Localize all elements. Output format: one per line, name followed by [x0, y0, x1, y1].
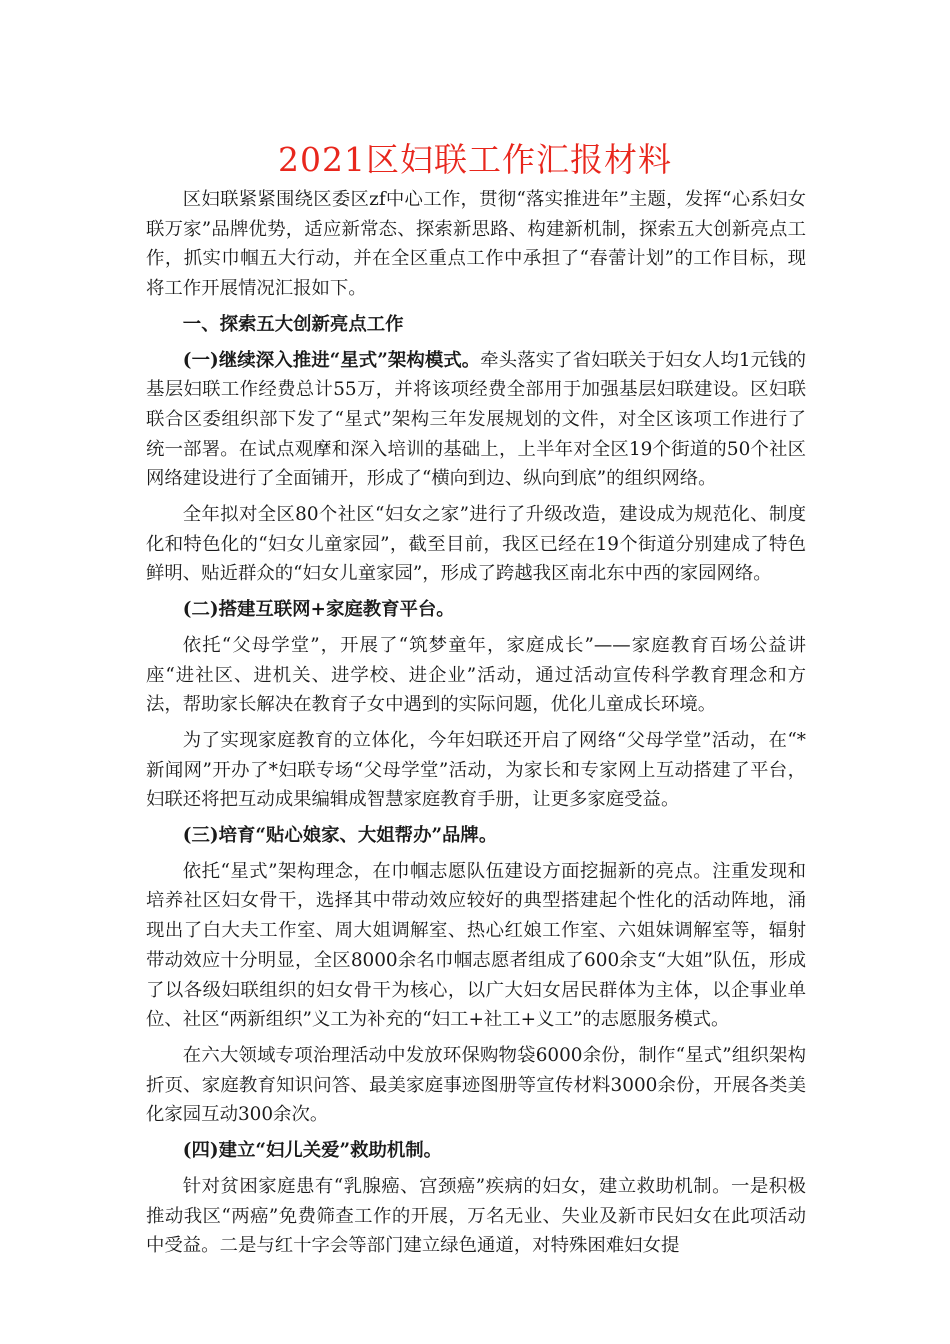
- subsection-3-paragraph-2: 在六大领域专项治理活动中发放环保购物袋6000余份，制作“星式”组织架构折页、家庭教育知识问答、最美家庭事迹图册等宣传材料3000余份，开展各类美化家园互动300余次。: [146, 1044, 806, 1126]
- subsection-2-heading: (二)搭建互联网+家庭教育平台。: [182, 599, 455, 621]
- subsection-1-paragraph: [146, 346, 806, 495]
- subsection-1-text: 牵头落实了省妇联关于妇女人均1元钱的基层妇联工作经费总计55万，并将该项经费全部用于加强基层妇联建设。区妇联联合区委组织部下发了“星式”架构三年发展规划的文件，对全区该项工作进行了统一部署。在试点观摩和深入培训的基础上，上半年对全区19个街道的50个社区网络建设进行了全面铺开，形成了“横向到边、纵向到底”的组织网络。: [146, 349, 806, 490]
- subsection-4-heading: (四)建立“妇儿关爱”救助机制。: [182, 1140, 443, 1162]
- subsection-4-paragraph-1: 针对贫困家庭患有“乳腺癌、宫颈癌”疾病的妇女，建立救助机制。一是积极推动我区“两癌”免费筛查工作的开展，万名无业、失业及新市民妇女在此项活动中受益。二是与红十字会等部门建立绿色通道，对特殊困难妇女提: [146, 1175, 806, 1257]
- subsection-2-paragraph-2: 为了实现家庭教育的立体化，今年妇联还开启了网络“父母学堂”活动，在“*新闻网”开办了*妇联专场“父母学堂”活动，为家长和专家网上互动搭建了平台，妇联还将把互动成果编辑成智慧家庭教育手册，让更多家庭受益。: [146, 729, 806, 811]
- document-title: 2021区妇联工作汇报材料: [278, 140, 672, 179]
- subsection-1-paragraph-2: 全年拟对全区80个社区“妇女之家”进行了升级改造，建设成为规范化、制度化和特色化的“妇女儿童家园”，截至目前，我区已经在19个街道分别建成了特色鲜明、贴近群众的“妇女儿童家园”，形成了跨越我区南北东中西的家园网络。: [146, 504, 806, 585]
- subsection-1-heading: (一)继续深入推进“星式”架构模式。: [182, 349, 481, 371]
- subsection-2-paragraph-1: 依托“父母学堂”，开展了“筑梦童年，家庭成长”——家庭教育百场公益讲座“进社区、进机关、进学校、进企业”活动，通过活动宣传科学教育理念和方法，帮助家长解决在教育子女中遇到的实际问题，优化儿童成长环境。: [146, 634, 806, 716]
- subsection-3-paragraph-1: 依托“星式”架构理念，在巾帼志愿队伍建设方面挖掘新的亮点。注重发现和培养社区妇女骨干，选择其中带动效应较好的典型搭建起个性化的活动阵地，涌现出了白大夫工作室、周大姐调解室、热心红娘工作室、六姐妹调解室等，辐射带动效应十分明显，全区8000余名巾帼志愿者组成了600余支“大姐”队伍，形成了以各级妇联组织的妇女骨干为核心，以广大妇女居民群体为主体，以企事业单位、社区“两新组织”义工为补充的“妇工+社工+义工”的志愿服务模式。: [146, 860, 806, 1031]
- document-body: [146, 185, 806, 1261]
- subsection-3-heading: (三)培育“贴心娘家、大姐帮办”品牌。: [182, 825, 498, 847]
- section-heading-1: 一、探索五大创新亮点工作: [182, 313, 404, 335]
- intro-paragraph: 区妇联紧紧围绕区委区zf中心工作，贯彻“落实推进年”主题，发挥“心系妇女联万家”品牌优势，适应新常态、探索新思路、构建新机制，探索五大创新亮点工作，抓实巾帼五大行动，并在全区重点工作中承担了“春蕾计划”的工作目标，现将工作开展情况汇报如下。: [146, 189, 806, 300]
